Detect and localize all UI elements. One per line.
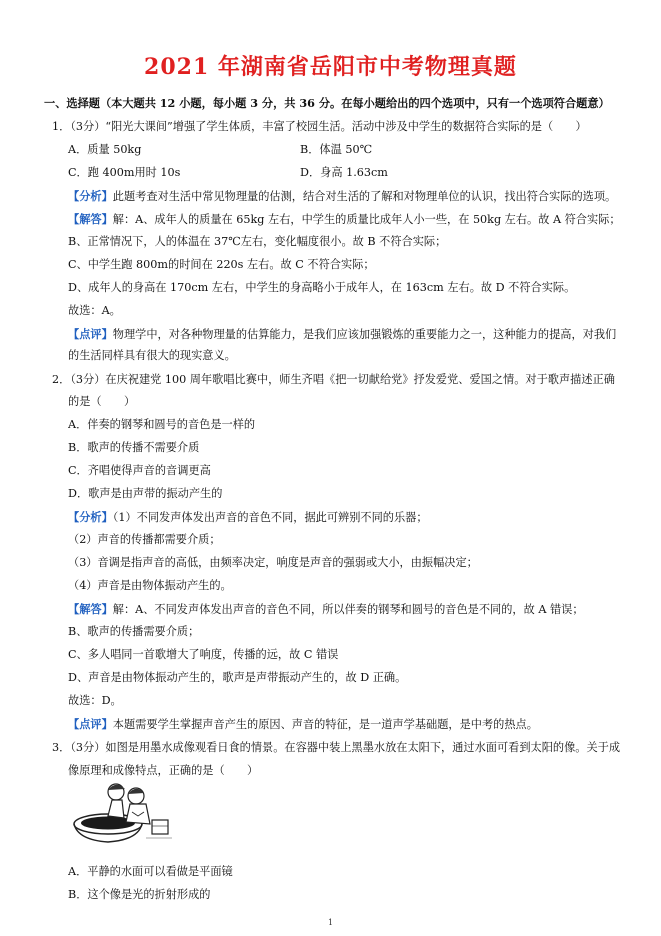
q2-solution-d: D、声音是由物体振动产生的，歌声是声带振动产生的，故 D 正确。 [68, 671, 407, 684]
q1-comment [68, 327, 616, 342]
q3-option-a: A．平静的水面可以看做是平面镜 [68, 865, 233, 878]
q2-stem: 2．（3分）在庆祝建党 100 周年歌唱比赛中，师生齐唱《把一切献给党》抒发爱党、爱国之情。对于歌声描述正确 [52, 373, 615, 386]
q1-analysis-text: 此题考查对生活中常见物理量的估测，结合对生活的了解和对物理单位的认识，找出符合实际的选项。 [112, 190, 617, 203]
analysis-tag: 【分析】 [68, 510, 113, 524]
q1-solution-b: B、正常情况下，人的体温在 37℃左右，变化幅度很小。故 B 不符合实际； [68, 235, 447, 248]
page-title: 2021 年湖南省岳阳市中考物理真题 [144, 54, 517, 80]
q2-analysis-3: （3）音调是指声音的高低，由频率决定，响度是声音的强弱或大小，由振幅决定； [68, 556, 478, 569]
q2-answer: 故选：D。 [68, 694, 122, 707]
q1-option-d: D．身高 1.63cm [300, 166, 388, 179]
q2-solution-text: 解：A、不同发声体发出声音的音色不同，所以伴奏的钢琴和圆号的音色是不同的，故 A 错误； [112, 603, 584, 616]
analysis-tag: 【分析】 [68, 189, 113, 203]
comment-tag: 【点评】 [68, 327, 113, 341]
q1-stem: 1．（3分）“阳光大课间”增强了学生体质，丰富了校园生活。活动中涉及中学生的数据符合实际的是（ ） [52, 120, 587, 133]
q1-option-a: A．质量 50kg [68, 143, 142, 156]
q2-solution-b: B、歌声的传播需要介质； [68, 625, 200, 638]
section-heading: 一、选择题（本大题共 12 小题，每小题 3 分，共 36 分。在每小题给出的四个选项中，只有一个选项符合题意） [44, 96, 610, 110]
q3-option-b: B．这个像是光的折射形成的 [68, 888, 211, 901]
q2-option-b: B．歌声的传播不需要介质 [68, 441, 200, 454]
solution-tag: 【解答】 [68, 212, 113, 226]
q3-stem: 3．（3分）如图是用墨水成像观看日食的情景。在容器中装上黑墨水放在太阳下，通过水面可看到太阳的像。关于成 [52, 741, 621, 754]
q2-option-a: A．伴奏的钢琴和圆号的音色是一样的 [68, 418, 256, 431]
q2-analysis [68, 510, 428, 525]
q1-option-b: B．体温 50℃ [300, 143, 373, 156]
q2-analysis-4: （4）声音是由物体振动产生的。 [68, 579, 232, 592]
q2-solution-c: C、多人唱同一首歌增大了响度，传播的远，故 C 错误 [68, 648, 339, 661]
q1-solution-d: D、成年人的身高在 170cm 左右，中学生的身高略小于成年人，在 163cm 左右。故 D 不符合实际。 [68, 281, 576, 294]
q1-solution [68, 212, 621, 227]
q1-comment-text: 物理学中，对各种物理量的估算能力，是我们应该加强锻炼的重要能力之一，这种能力的提高，对我们 [112, 328, 617, 341]
q3-stem-cont: 像原理和成像特点，正确的是（ ） [68, 764, 259, 777]
q1-option-c: C．跑 400m用时 10s [68, 166, 181, 179]
page-number: 1 [327, 918, 334, 927]
comment-tag: 【点评】 [68, 717, 113, 731]
q1-solution-c: C、中学生跑 800m的时间在 220s 左右。故 C 不符合实际； [68, 258, 375, 271]
q2-analysis-2: （2）声音的传播都需要介质； [68, 533, 221, 546]
q2-stem-cont: 的是（ ） [68, 395, 136, 408]
q3-figure-eclipse-observation [68, 776, 176, 848]
q2-comment [68, 717, 538, 732]
q1-comment-cont: 的生活同样具有很大的现实意义。 [68, 349, 236, 362]
q2-solution [68, 602, 584, 617]
q2-comment-text: 本题需要学生掌握声音产生的原因、声音的特征，是一道声学基础题，是中考的热点。 [112, 718, 538, 731]
q2-analysis-text: （1）不同发声体发出声音的音色不同，据此可辨别不同的乐器； [112, 511, 428, 524]
q2-option-c: C．齐唱使得声音的音调更高 [68, 464, 211, 477]
solution-tag: 【解答】 [68, 602, 113, 616]
q1-answer: 故选：A。 [68, 304, 121, 317]
q1-analysis [68, 189, 616, 204]
q2-option-d: D．歌声是由声带的振动产生的 [68, 487, 223, 500]
q1-solution-text: 解：A、成年人的质量在 65kg 左右，中学生的质量比成年人小一些，在 50kg 左右。故 A 符合实际； [112, 213, 621, 226]
